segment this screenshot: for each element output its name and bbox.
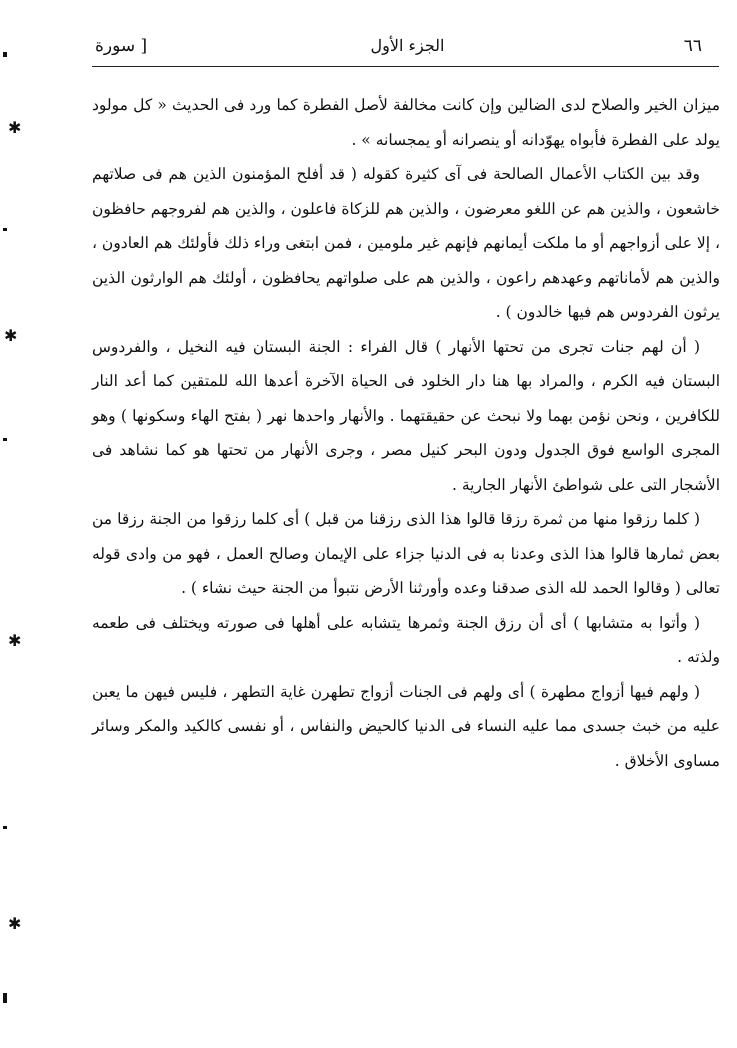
paragraph-righteous-deeds: وقد بين الكتاب الأعمال الصالحة فى آى كثيرة كقوله ( قد أفلح المؤمنون الذين هم فى صلاتهم خاشعون ، والذين هم عن اللغو معرضون ، والذين هم للزكاة فاعلون ، والذين هم لفروجهم حافظون ، إلا على أزواجهم أو ما ملكت أيمانهم فإنهم غير ملومين ، فمن ابتغى وراء ذلك فأولئك هم العادون ، والذين هم لأماناتهم وعهدهم راعون ، والذين هم على صلواتهم يحافظون ، أولئك هم الوارثون الذين يرثون الفردوس هم فيها خالدون ) .	[92, 165, 720, 321]
page-number: ٦٦	[683, 36, 702, 56]
surah-label: [ سورة	[95, 36, 148, 56]
paragraph-gardens-rivers: ( أن لهم جنات تجرى من تحتها الأنهار ) قال الفراء : الجنة البستان فيه النخيل ، والفردوس البستان فيه الكرم ، والمراد بها هنا دار الخلود فى الحياة الآخرة أعدها الله للمتقين كما أعد النار للكافرين ، ونحن نؤمن بهما ولا نبحث عن حقيقتهما . والأنهار واحدها نهر ( بفتح الهاء وسكونها ) وهو المجرى الواسع فوق الجدول ودون البحر كنيل مصر ، وجرى الأنهار من تحتها هو كما نشاهد فى الأشجار التى على شواطئ الأنهار الجارية .	[92, 337, 720, 494]
ink-blot: ✱	[4, 326, 18, 345]
ink-blot: ✱	[8, 118, 22, 137]
scan-speck	[3, 228, 7, 231]
page-header	[95, 32, 720, 62]
running-title: الجزء الأول	[370, 36, 445, 55]
body-text	[92, 88, 720, 778]
scan-speck	[3, 993, 7, 1003]
header-rule	[92, 66, 719, 67]
paragraph-provision: ( كلما رزقوا منها من ثمرة رزقا قالوا هذا الذى رزقنا من قبل ) أى كلما رزقوا من الجنة رزقا من بعض ثمارها قالوا هذا الذى وعدنا به فى الدنيا جزاء على الإيمان وصالح العمل ، فهو من وادى قوله تعالى ( وقالوا الحمد لله الذى صدقنا وعده وأورثنا الأرض نتبوأ من الجنة حيث نشاء ) .	[92, 510, 720, 597]
scan-speck	[3, 438, 7, 441]
ink-blot: ✱	[8, 914, 22, 933]
scan-speck	[3, 52, 7, 57]
scan-speck	[3, 826, 7, 829]
paragraph-hadith: ميزان الخير والصلاح لدى الضالين وإن كانت مخالفة لأصل الفطرة كما ورد فى الحديث « كل مولود يولد على الفطرة فأبواه يهوّدانه أو ينصرانه أو يمجسانه » .	[92, 96, 720, 149]
paragraph-resemblance: ( وأتوا به متشابها ) أى أن رزق الجنة وثمرها يتشابه على أهلها فى صورته ويختلف فى طعمه ولذته .	[92, 613, 720, 666]
ink-blot: ✱	[8, 631, 22, 650]
paragraph-pure-spouses: ( ولهم فيها أزواج مطهرة ) أى ولهم فى الجنات أزواج تطهرن غاية التطهر ، فليس فيهن ما يعبن عليه من خبث جسدى مما عليه النساء فى الدنيا كالحيض والنفاس ، أو نفسى كالكيد والمكر وسائر مساوى الأخلاق .	[92, 682, 720, 770]
